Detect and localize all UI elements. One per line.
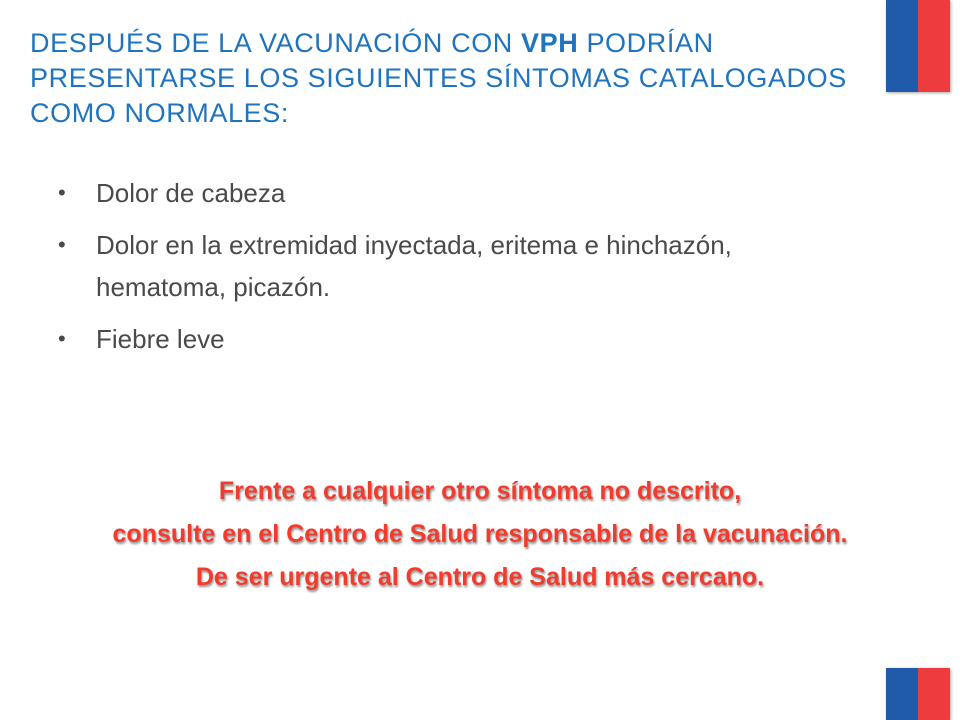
title-text-part1: DESPUÉS DE LA VACUNACIÓN CON [30, 28, 522, 58]
title-text-part2: PODRÍAN PRESENTARSE LOS SIGUIENTES SÍNTOMAS CATALOGADOS COMO NORMALES: [30, 28, 847, 128]
flag-blue-stripe [886, 0, 918, 92]
warning-message [0, 470, 960, 599]
flag-red-stripe [918, 668, 950, 720]
warning-line-2: consulte en el Centro de Salud responsable de la vacunación. [112, 520, 848, 548]
bullet-icon: • [58, 180, 66, 205]
flag-blue-stripe [886, 668, 918, 720]
bullet-icon: • [58, 326, 66, 351]
title-text-bold: VPH [521, 28, 579, 58]
warning-line-1: Frente a cualquier otro síntoma no descrito, [218, 477, 742, 505]
list-item [58, 318, 818, 360]
bullet-icon: • [58, 232, 66, 257]
list-item [58, 172, 818, 214]
flag-decoration-bottom [886, 668, 950, 720]
slide-title [30, 26, 850, 131]
list-item-text: Dolor de cabeza [96, 178, 286, 208]
flag-red-stripe [918, 0, 950, 92]
symptom-list [58, 172, 818, 370]
warning-line-3: De ser urgente al Centro de Salud más cercano. [195, 563, 765, 591]
flag-decoration-top [886, 0, 950, 92]
list-item [58, 224, 818, 308]
list-item-text: Dolor en la extremidad inyectada, eritema e hinchazón, hematoma, picazón. [96, 230, 732, 302]
list-item-text: Fiebre leve [96, 324, 225, 354]
